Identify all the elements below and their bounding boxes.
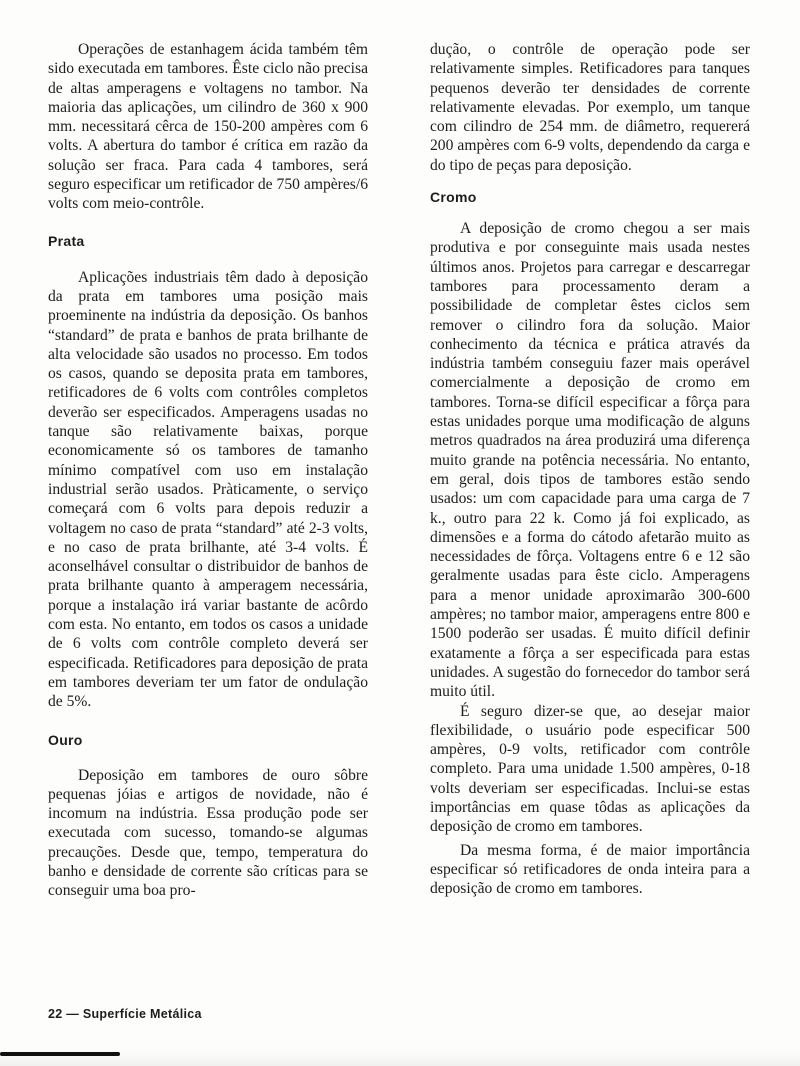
paragraph-ouro-continued: dução, o contrôle de operação pode ser relativamente simples. Retificadores para tanques pequenos deverão ter densidades de corrente relativamente elevadas. Por exemplo, um tanque com cilindro de 254 mm. de diâmetro, requererá 200 ampères com 6-9 volts, dependendo da carga e do tipo de peças para deposição.: [430, 41, 750, 174]
paragraph-onda-inteira: Da mesma forma, é de maior importância especificar só retificadores de onda inteira para a deposição de cromo em tambores.: [430, 841, 750, 898]
left-column: [48, 40, 368, 901]
heading-cromo: Cromo: [430, 189, 477, 206]
paragraph-flexibilidade: É seguro dizer-se que, ao desejar maior flexibilidade, o usuário pode especificar 500 ampères, 0-9 volts, retificador com contrôle completo. Para uma unidade 1.500 ampères, 0-18 volts deveriam ser especificadas. Inclui-se estas importâncias em quase tôdas as aplicações da deposição de cromo em tambores.: [430, 702, 750, 836]
heading-ouro: Ouro: [48, 731, 83, 748]
paragraph-ouro: Deposição em tambores de ouro sôbre pequenas jóias e artigos de novidade, não é incomum na indústria. Essa produção pode ser executada com sucesso, tomando-se algumas precauções. Desde que, tempo, temperatura do banho e densidade de corrente são críticas para se conseguir uma boa pro-: [48, 766, 368, 900]
paragraph-prata: Aplicações industriais têm dado à deposição da prata em tambores uma posição mais proeminente na indústria da deposição. Os banhos “standard” de prata e banhos de prata brilhante de alta velocidade são usados no processo. Em todos os casos, quando se deposita prata em tambores, retificadores de 6 volts com contrôles completos deverão ser especificados. Amperagens usadas no tanque são relativamente baixas, porque economicamente só os tambores de tamanho mínimo compatível com uso em instalação industrial serão usados. Pràticamente, o serviço começará com 6 volts para depois reduzir a voltagem no caso de prata “standard” até 2-3 volts, e no caso de prata brilhante, até 3-4 volts. É aconselhável consultar o distribuidor de banhos de prata brilhante quanto à amperagem necessária, porque a instalação irá variar bastante de acôrdo com esta. No entanto, em todos os casos a unidade de 6 volts com contrôle completo deverá ser especificada. Retificadores para deposição de prata em tambores deveriam ter um fator de ondulação de 5%.: [48, 268, 368, 711]
page-edge-shadow: [0, 1050, 800, 1066]
heading-prata: Prata: [48, 232, 85, 249]
right-column: [430, 40, 750, 898]
page-footer: 22 — Superfície Metálica: [48, 1007, 202, 1021]
paragraph-cromo: A deposição de cromo chegou a ser mais produtiva e por conseguinte mais usada nestes últimos anos. Projetos para carregar e descarregar tambores para processamento deram a possibilidade de completar êstes ciclos sem remover o cilindro fora da solução. Maior conhecimento da técnica e prática através da indústria também conseguiu fazer mais operável comercialmente a deposição de cromo em tambores. Torna-se difícil especificar a fôrça para estas unidades porque uma modificação de alguns metros quadrados na área produzirá uma diferença muito grande na potência necessária. No entanto, em geral, dois tipos de tambores estão sendo usados: um com capacidade para uma carga de 7 k., outro para 22 k. Como já foi explicado, as dimensões e a forma do cátodo afetarão muito as necessidades de fôrça. Voltagens entre 6 e 12 são geralmente usadas para êste ciclo. Amperagens para a menor unidade aproximarão 300-600 ampères; no tambor maior, amperagens entre 800 e 1500 poderão ser usadas. É muito difícil definir exatamente a fôrça a ser especificada para estas unidades. A sugestão do fornecedor do tambor será muito útil.: [430, 220, 750, 701]
binding-edge-mark: [0, 1052, 120, 1056]
paragraph-estanhagem: Operações de estanhagem ácida também têm sido executada em tambores. Êste ciclo não precisa de altas amperagens e voltagens no tambor. Na maioria das aplicações, um cilindro de 360 x 900 mm. necessitará cêrca de 150-200 ampères com 6 volts. A abertura do tambor é crítica em razão da solução ser fraca. Para cada 4 tambores, será seguro especificar um retificador de 750 ampères/6 volts com meio-contrôle.: [48, 41, 368, 213]
